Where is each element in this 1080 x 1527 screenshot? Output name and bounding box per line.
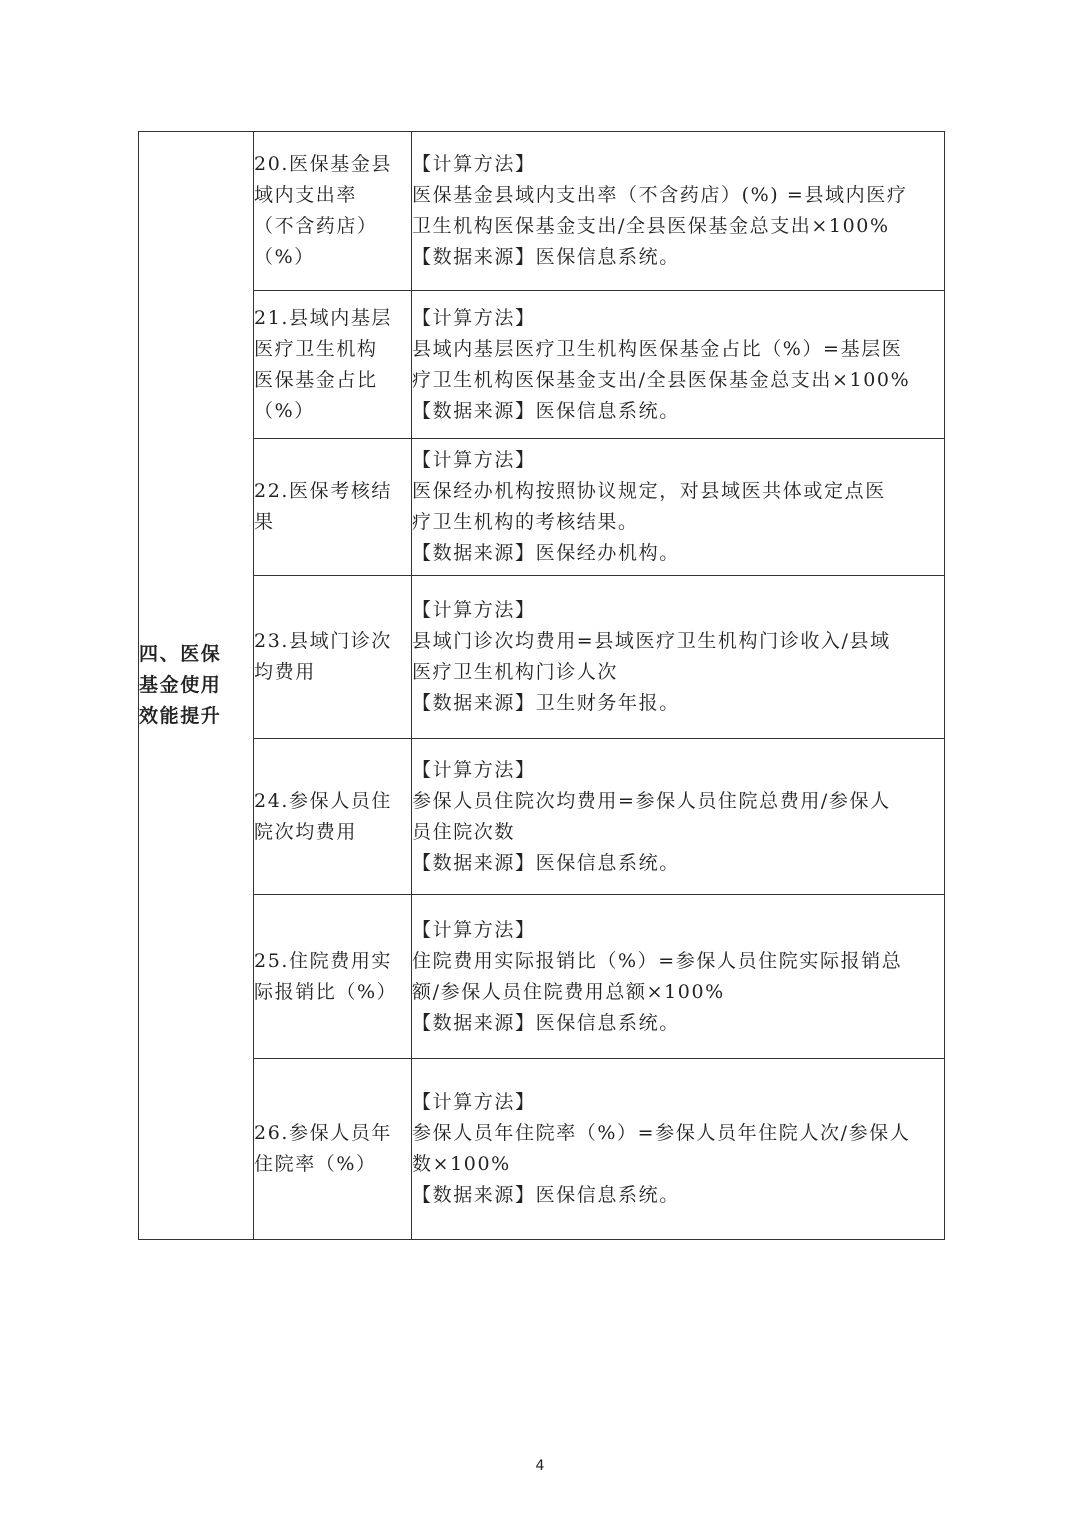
indicator-row <box>139 439 945 576</box>
category-label <box>139 639 253 732</box>
indicator-name-line: 果 <box>254 511 275 533</box>
indicator-name-line: 21.县域内基层 <box>254 306 393 329</box>
calculation-formula-line: 住院费用实际报销比（%）=参保人员住院实际报销总 <box>412 949 903 972</box>
indicator-name-line: 均费用 <box>254 661 316 683</box>
calculation-formula-line: 疗卫生机构医保基金支出/全县医保基金总支出×100% <box>412 368 911 391</box>
calculation-formula-line: 疗卫生机构的考核结果。 <box>412 511 639 533</box>
indicator-name-line: 际报销比（%） <box>254 980 398 1003</box>
indicator-name-line: 住院率（%） <box>254 1153 377 1175</box>
indicator-name-line: （%） <box>254 399 315 422</box>
calculation-method-heading: 【计算方法】 <box>412 599 536 621</box>
calculation-formula-line: 数×100% <box>412 1153 511 1175</box>
indicator-name <box>254 786 411 848</box>
calculation-formula-line: 县域门诊次均费用=县域医疗卫生机构门诊收入/县域 <box>412 630 891 652</box>
calculation-formula-line: 医保基金县域内支出率（不含药店）(%) =县域内医疗 <box>412 184 908 206</box>
indicator-name-cell <box>254 739 412 895</box>
indicator-row <box>139 576 945 739</box>
calculation-formula-line: 卫生机构医保基金支出/全县医保基金总支出×100% <box>412 215 890 237</box>
calculation-formula-line: 医保经办机构按照协议规定，对县域医共体或定点医 <box>412 480 886 502</box>
category-label-line: 基金使用 <box>139 674 222 696</box>
indicator-name-line: 院次均费用 <box>254 820 358 843</box>
indicator-table-body <box>139 132 945 1240</box>
data-source-line: 【数据来源】医保信息系统。 <box>412 851 680 874</box>
indicator-description-cell <box>412 576 945 739</box>
calculation-formula-line: 医疗卫生机构门诊人次 <box>412 661 619 683</box>
indicator-name-line: 域内支出率 <box>254 184 358 206</box>
indicator-name <box>254 303 411 427</box>
indicator-name-cell <box>254 291 412 439</box>
calculation-formula-line: 员住院次数 <box>412 820 516 843</box>
indicator-name-cell <box>254 895 412 1059</box>
indicator-name <box>254 946 411 1008</box>
data-source-line: 【数据来源】医保信息系统。 <box>412 1011 680 1034</box>
indicator-row <box>139 291 945 439</box>
indicator-name <box>254 149 411 273</box>
category-cell <box>139 132 254 1240</box>
calculation-method-heading: 【计算方法】 <box>412 306 536 329</box>
indicator-description-cell <box>412 439 945 576</box>
indicator-name-line: 22.医保考核结 <box>254 480 393 502</box>
indicator-description-cell <box>412 1059 945 1240</box>
calculation-method-heading: 【计算方法】 <box>412 1091 536 1113</box>
calculation-formula-line: 参保人员年住院率（%）=参保人员年住院人次/参保人 <box>412 1122 911 1144</box>
indicator-name-line: 医疗卫生机构 <box>254 337 378 360</box>
category-label-line: 效能提升 <box>139 705 222 727</box>
indicator-name-line: （%） <box>254 246 315 268</box>
indicator-name <box>254 626 411 688</box>
indicator-table <box>138 131 945 1240</box>
indicator-name-line: 26.参保人员年 <box>254 1122 393 1144</box>
indicator-name <box>254 476 411 538</box>
indicator-row <box>139 895 945 1059</box>
indicator-description-cell <box>412 895 945 1059</box>
calculation-method-heading: 【计算方法】 <box>412 449 536 471</box>
indicator-name-line: 20.医保基金县 <box>254 153 393 175</box>
calculation-formula-line: 额/参保人员住院费用总额×100% <box>412 980 725 1003</box>
indicator-name-line: 医保基金占比 <box>254 368 378 391</box>
indicator-name-cell <box>254 1059 412 1240</box>
indicator-name-line: 24.参保人员住 <box>254 789 393 812</box>
calculation-formula-line: 参保人员住院次均费用=参保人员住院总费用/参保人 <box>412 789 891 812</box>
indicator-row <box>139 132 945 291</box>
calculation-method-heading: 【计算方法】 <box>412 758 536 781</box>
calculation-formula-line: 县域内基层医疗卫生机构医保基金占比（%）=基层医 <box>412 337 903 360</box>
data-source-line: 【数据来源】医保经办机构。 <box>412 542 680 564</box>
calculation-method-heading: 【计算方法】 <box>412 918 536 941</box>
page-number: 4 <box>535 1458 545 1474</box>
data-source-line: 【数据来源】医保信息系统。 <box>412 1184 680 1206</box>
data-source-line: 【数据来源】医保信息系统。 <box>412 399 680 422</box>
indicator-description-cell <box>412 132 945 291</box>
indicator-name-cell <box>254 439 412 576</box>
data-source-line: 【数据来源】卫生财务年报。 <box>412 692 680 714</box>
indicator-name-cell <box>254 576 412 739</box>
indicator-row <box>139 739 945 895</box>
indicator-name-line: （不含药店） <box>254 215 378 237</box>
indicator-name-cell <box>254 132 412 291</box>
indicator-name-line: 23.县域门诊次 <box>254 630 393 652</box>
indicator-row <box>139 1059 945 1240</box>
category-label-line: 四、医保 <box>139 643 222 665</box>
indicator-name <box>254 1118 411 1180</box>
indicator-description-cell <box>412 739 945 895</box>
calculation-method-heading: 【计算方法】 <box>412 153 536 175</box>
indicator-name-line: 25.住院费用实 <box>254 949 393 972</box>
data-source-line: 【数据来源】医保信息系统。 <box>412 246 680 268</box>
indicator-description-cell <box>412 291 945 439</box>
